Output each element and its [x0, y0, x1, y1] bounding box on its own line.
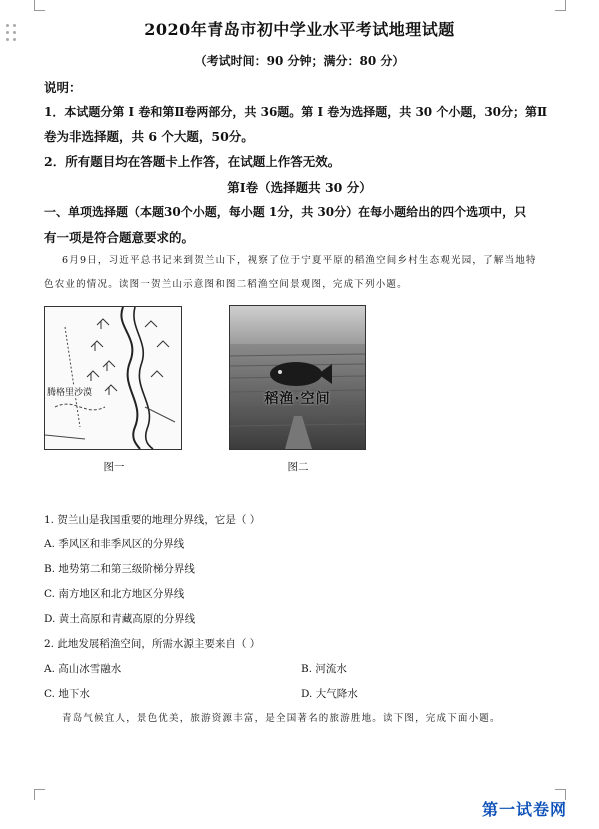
- question-1-stem: 1. 贺兰山是我国重要的地理分界线，它是（ ）: [44, 514, 261, 526]
- site-watermark: 第一试卷网: [482, 800, 568, 819]
- question-1-option-c[interactable]: C. 南方地区和北方地区分界线: [44, 588, 185, 600]
- question-2-stem: 2. 此地发展稻渔空间，所需水源主要来自（ ）: [44, 638, 261, 650]
- crop-mark-top-right: [555, 0, 566, 11]
- figure-1-caption: 图一: [103, 461, 125, 473]
- notes-line-1a: 1．本试题分第 I 卷和第Ⅱ卷两部分，共 36题。第 I 卷为选择题，共 30 个小题，30分；第Ⅱ: [44, 105, 548, 119]
- notes-line-1b: 卷为非选择题，共 6 个大题，50分。: [44, 129, 254, 144]
- helan-mountain-map-image: [45, 307, 181, 449]
- question-1-option-a[interactable]: A. 季风区和非季风区的分界线: [44, 538, 185, 550]
- figure-1-label: 腾格里沙漠: [47, 385, 92, 398]
- passage-1-line-1: 6月9日，习近平总书记来到贺兰山下，视察了位于宁夏平原的稻渔空间乡村生态观光园，了解当地特: [62, 255, 537, 266]
- passage-1-line-2: 色农业的情况。读图一贺兰山示意图和图二稻渔空间景观图，完成下列小题。: [44, 279, 408, 290]
- section-instruction-a: 一、单项选择题（本题30个小题，每小题 1分，共 30分）在每小题给出的四个选项中，只: [44, 205, 527, 219]
- crop-mark-bottom-left: [34, 789, 45, 800]
- figure-2-photo: [229, 305, 366, 450]
- notes-heading: 说明：: [44, 80, 82, 95]
- crop-mark-top-left: [34, 0, 45, 11]
- section-instruction-b: 有一项是符合题意要求的。: [44, 230, 195, 245]
- exam-subtitle: （考试时间：90 分钟；满分：80 分）: [194, 54, 405, 68]
- question-1-option-d[interactable]: D. 黄土高原和青藏高原的分界线: [44, 613, 196, 625]
- passage-2: 青岛气候宜人，景色优美，旅游资源丰富，是全国著名的旅游胜地。读下图，完成下面小题。: [62, 713, 501, 724]
- question-2-option-d[interactable]: D. 大气降水: [301, 688, 358, 700]
- figure-1-map: [44, 306, 182, 450]
- rice-fish-landscape-image: [230, 306, 365, 449]
- question-2-option-b[interactable]: B. 河流水: [301, 663, 347, 675]
- question-1-option-b[interactable]: B. 地势第二和第三级阶梯分界线: [44, 563, 195, 575]
- section-title: 第Ⅰ卷（选择题共 30 分）: [227, 180, 372, 195]
- exam-title: 2020年青岛市初中学业水平考试地理试题: [144, 20, 455, 39]
- figure-2-caption: 图二: [287, 461, 309, 473]
- notes-line-2: 2．所有题目均在答题卡上作答，在试题上作答无效。: [44, 154, 341, 169]
- figure-2-field-text: 稻渔·空间: [264, 391, 331, 407]
- question-2-option-a[interactable]: A. 高山冰雪融水: [44, 663, 122, 675]
- question-2-option-c[interactable]: C. 地下水: [44, 688, 90, 700]
